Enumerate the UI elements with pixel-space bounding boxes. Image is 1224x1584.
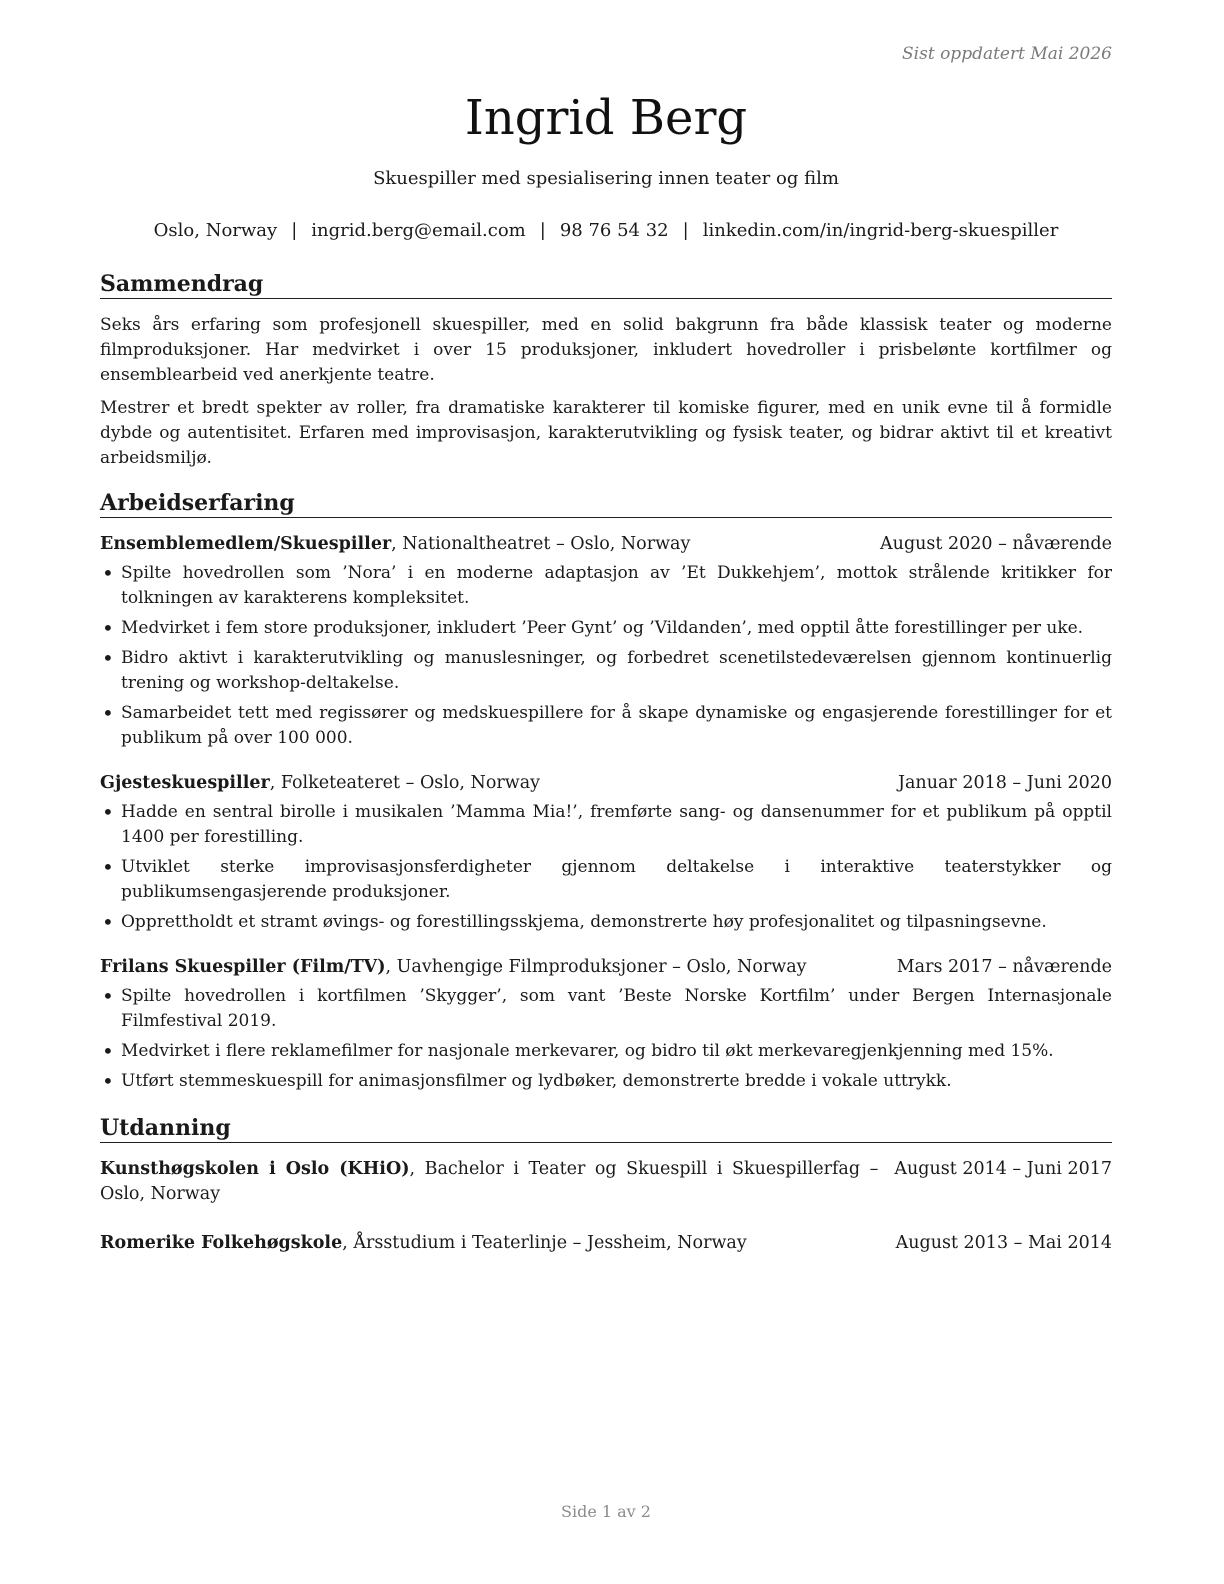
contact-separator: | <box>682 220 689 241</box>
contact-separator: | <box>539 220 546 241</box>
education-school: Romerike Folkehøgskole <box>100 1233 343 1253</box>
bullet-item: • Medvirket i fem store produksjoner, inkludert ’Peer Gynt’ og ’Vildanden’, med opptil åtte forestillinger per uke. <box>100 616 1112 641</box>
section-title-education: Utdanning <box>100 1114 1112 1143</box>
tagline: Skuespiller med spesialisering innen teater og film <box>373 168 839 189</box>
job-header <box>100 532 1112 557</box>
job-org: , Uavhengige Filmproduksjoner – Oslo, Norway <box>385 957 807 977</box>
bullet-item: • Spilte hovedrollen i kortfilmen ’Skygger’, som vant ’Beste Norske Kortfilm’ under Bergen Internasjonale Filmfestival 2019. <box>100 984 1112 1034</box>
education-entry <box>100 1157 1112 1207</box>
resume-page <box>100 0 1112 1584</box>
summary-paragraph: Seks års erfaring som profesjonell skuespiller, med en solid bakgrunn fra både klassisk teater og moderne filmproduksjoner. Har medvirket i over 15 produksjoner, inkludert hovedroller i prisbelønte kortfilmer og ensemblearbeid ved anerkjente teatre. <box>100 315 1112 385</box>
job-org: , Nationaltheatret – Oslo, Norway <box>391 534 691 554</box>
summary-section <box>100 270 1112 471</box>
job-role: Gjesteskuespiller <box>100 773 270 793</box>
education-detail: , Årsstudium i Teaterlinje – Jessheim, Norway <box>342 1233 747 1253</box>
education-entry <box>100 1231 1112 1256</box>
job-bullets <box>100 984 1112 1094</box>
bullet-item: • Hadde en sentral birolle i musikalen ’Mamma Mia!’, fremførte sang- og dansenummer for et publikum på opptil 1400 per forestilling. <box>100 800 1112 850</box>
contact-separator: | <box>291 220 298 241</box>
job-dates: August 2020 – nåværende <box>880 534 1112 554</box>
job-header <box>100 771 1112 796</box>
last-updated: Sist oppdatert Mai 2026 <box>902 44 1112 64</box>
job-entry <box>100 955 1112 1094</box>
contact-line <box>100 219 1112 243</box>
contact-location: Oslo, Norway <box>153 220 278 241</box>
job-entry <box>100 532 1112 751</box>
bullet-item: • Spilte hovedrollen som ’Nora’ i en moderne adaptasjon av ’Et Dukkehjem’, mottok strålende kritikker for tolkningen av karakterens kompleksitet. <box>100 561 1112 611</box>
bullet-item: • Opprettholdt et stramt øvings- og forestillingsskjema, demonstrerte høy profesjonalitet og tilpasningsevne. <box>100 910 1112 935</box>
person-name: Ingrid Berg <box>464 90 748 146</box>
bullet-item: • Utviklet sterke improvisasjonsferdigheter gjennom deltakelse i interaktive teaterstykker og publikumsengasjerende produksjoner. <box>100 855 1112 905</box>
resume-content <box>100 270 1112 1280</box>
bullet-item: • Medvirket i flere reklamefilmer for nasjonale merkevarer, og bidro til økt merkevaregjenkjenning med 15%. <box>100 1039 1112 1064</box>
job-role: Frilans Skuespiller (Film/TV) <box>100 957 386 977</box>
job-bullets <box>100 561 1112 751</box>
page-number: Side 1 av 2 <box>561 1502 651 1521</box>
contact-linkedin[interactable]: linkedin.com/in/ingrid-berg-skuespiller <box>702 220 1059 241</box>
section-title-experience: Arbeidserfaring <box>100 489 1112 518</box>
job-header <box>100 955 1112 980</box>
job-dates: Mars 2017 – nåværende <box>896 957 1112 977</box>
bullet-item: • Samarbeidet tett med regissører og medskuespillere for å skape dynamiske og engasjerende forestillinger for et publikum på over 100 000. <box>100 701 1112 751</box>
education-school: Kunsthøgskolen i Oslo (KHiO) <box>100 1159 410 1179</box>
experience-section <box>100 489 1112 1094</box>
section-title-summary: Sammendrag <box>100 270 1112 299</box>
job-bullets <box>100 800 1112 935</box>
contact-phone: 98 76 54 32 <box>559 220 669 241</box>
summary-paragraph: Mestrer et bredt spekter av roller, fra dramatiske karakterer til komiske figurer, med en unik evne til å formidle dybde og autentisitet. Erfaren med improvisasjon, karakterutvikling og fysisk teater, og bidrar aktivt til et kreativt arbeidsmiljø. <box>100 398 1112 468</box>
job-entry <box>100 771 1112 935</box>
education-dates: August 2014 – Juni 2017 <box>894 1159 1112 1179</box>
job-role: Ensemblemedlem/Skuespiller <box>100 534 392 554</box>
job-org: , Folketeateret – Oslo, Norway <box>269 773 541 793</box>
bullet-item: • Utført stemmeskuespill for animasjonsfilmer og lydbøker, demonstrerte bredde i vokale uttrykk. <box>100 1069 1112 1094</box>
bullet-item: • Bidro aktivt i karakterutvikling og manuslesninger, og forbedret scenetilstedeværelsen gjennom kontinuerlig trening og workshop-deltakelse. <box>100 646 1112 696</box>
education-detail: , Bachelor i Teater og Skuespill i Skuespillerfag – Oslo, Norway <box>100 1159 879 1204</box>
job-dates: Januar 2018 – Juni 2020 <box>897 773 1112 793</box>
contact-email[interactable]: ingrid.berg@email.com <box>311 220 526 241</box>
education-dates: August 2013 – Mai 2014 <box>895 1233 1112 1253</box>
education-section <box>100 1114 1112 1256</box>
